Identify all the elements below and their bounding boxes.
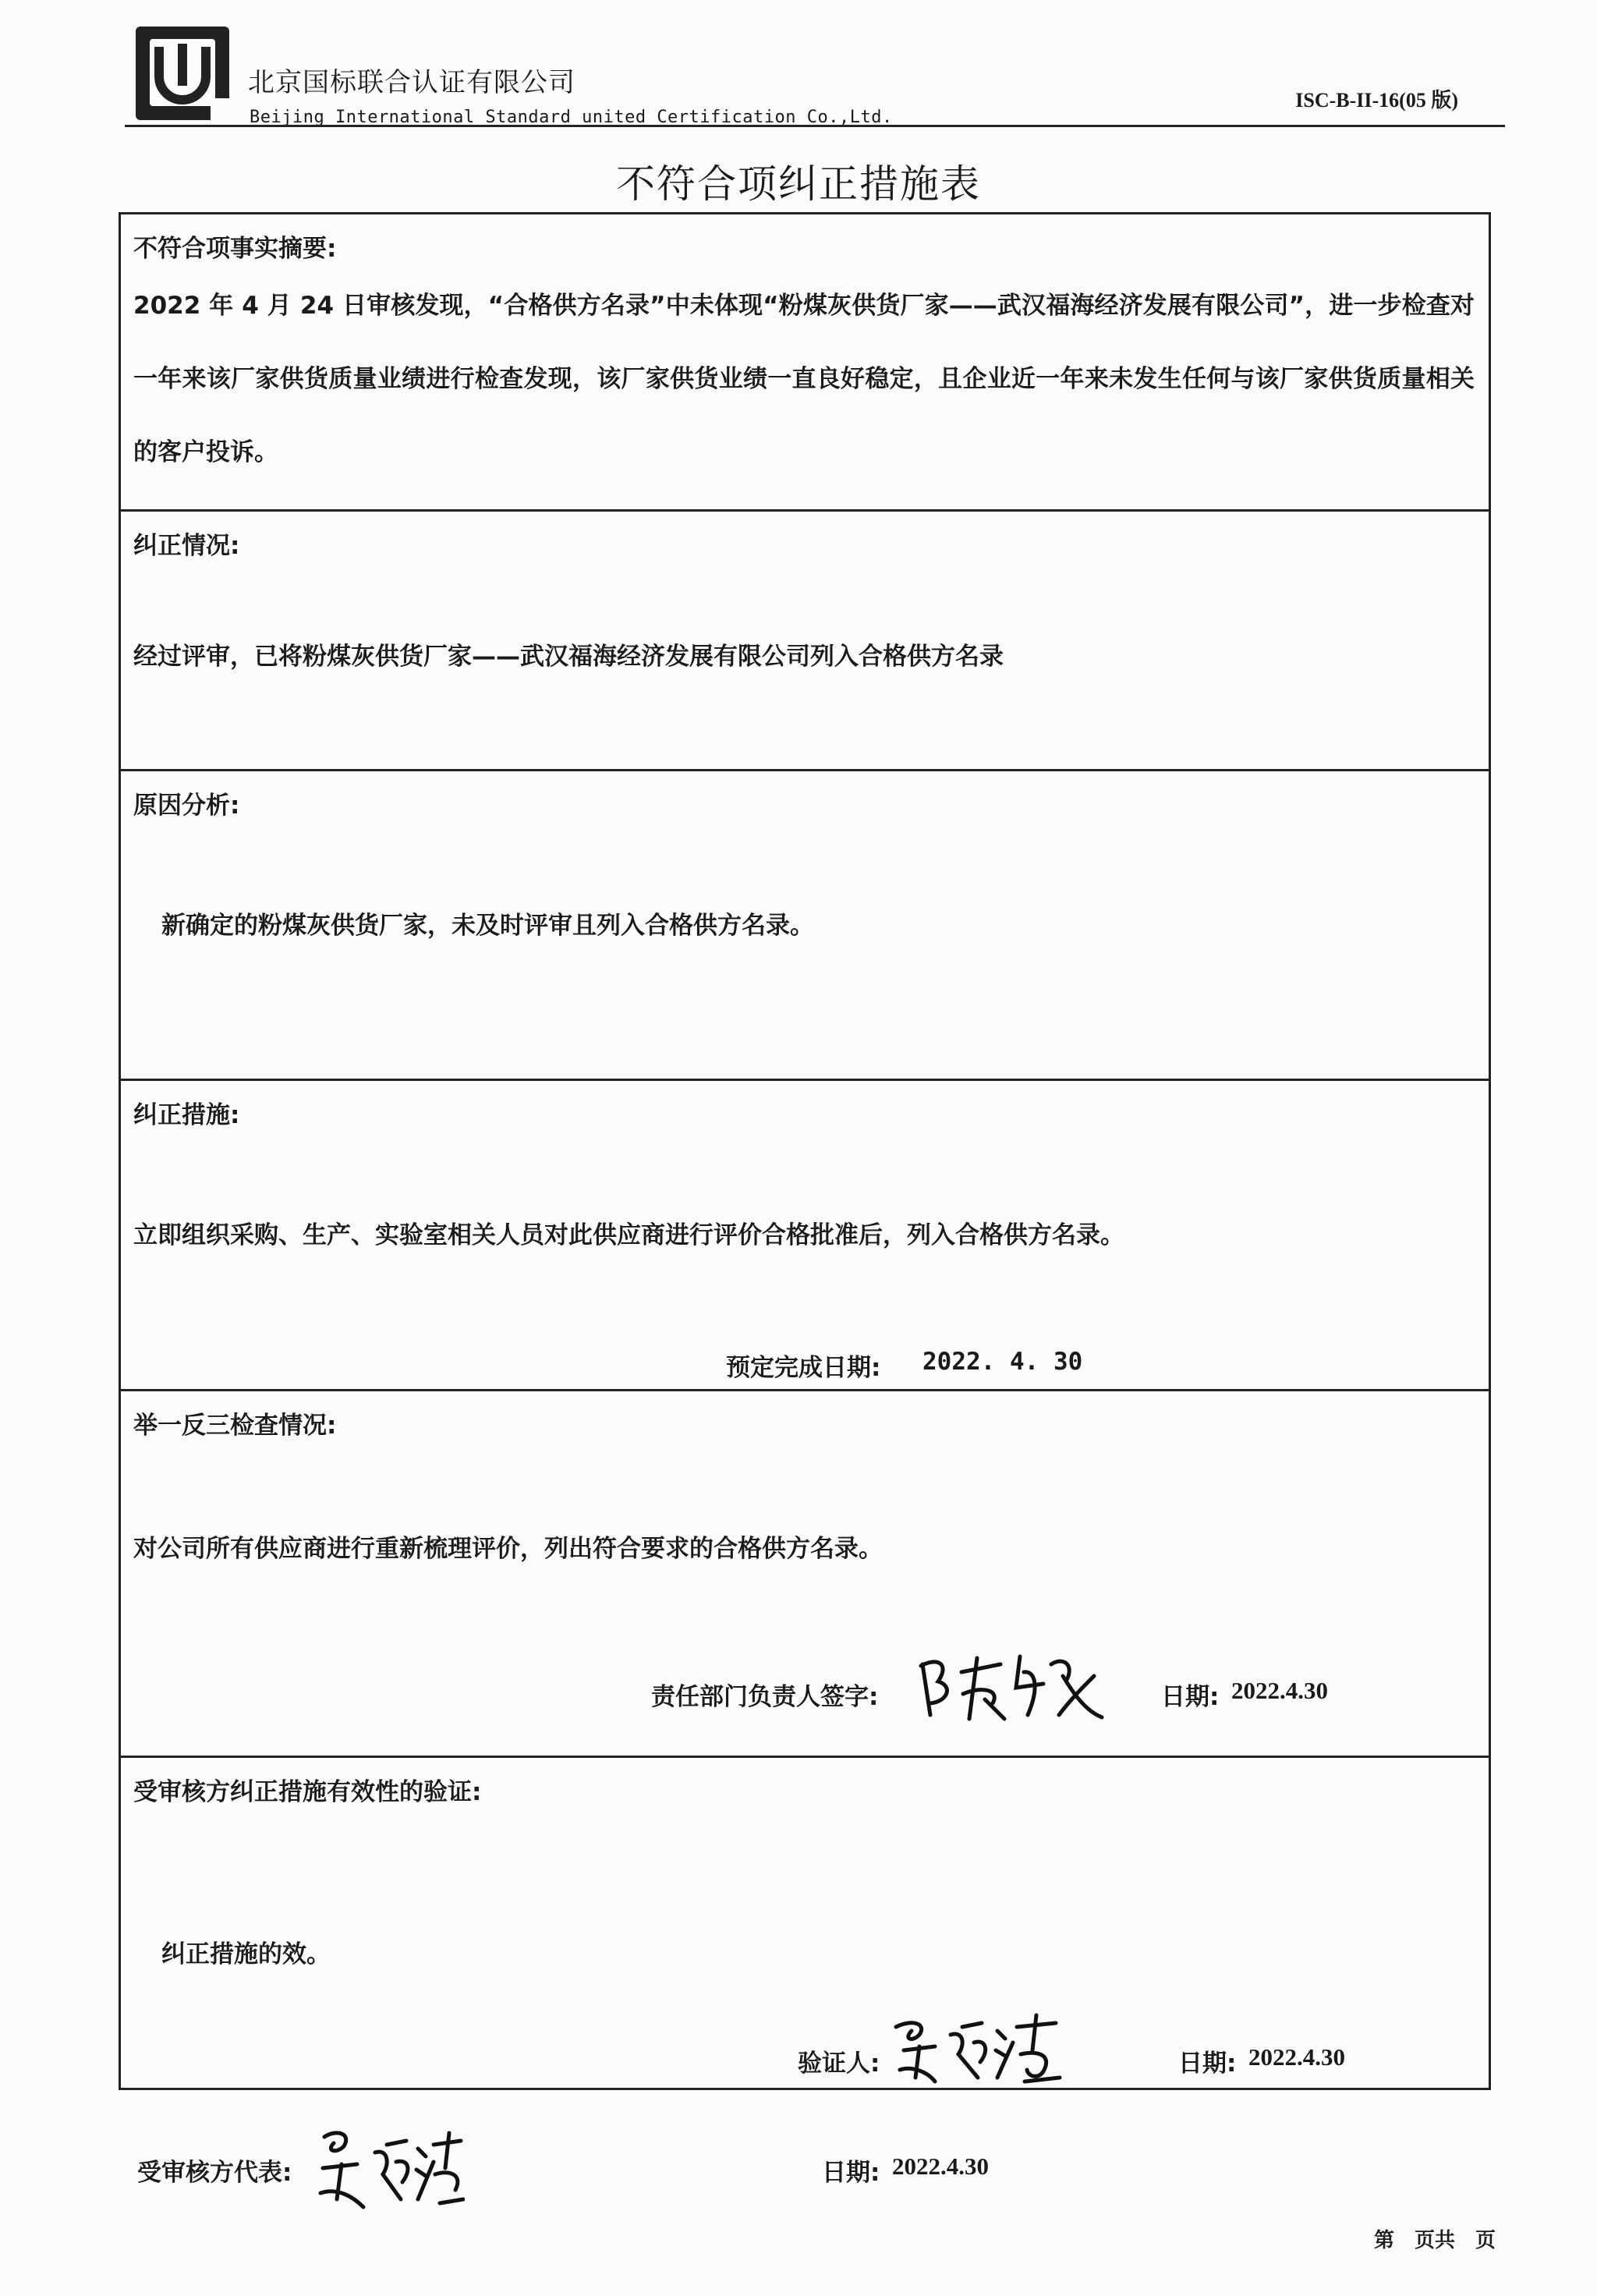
- summary-text: 2022 年 4 月 24 日审核发现，“合格供方名录”中未体现“粉煤灰供货厂家——武汉福海经济发展有限公司”，进一步检查对一年来该厂家供货质量业绩进行检查发现，该厂家供货业绩一直良好稳定，且企业近一年来未发生任何与该厂家供货质量相关的客户投诉。: [133, 292, 1475, 466]
- extension-date-label: 日期:: [1161, 1683, 1220, 1711]
- footer-date-label: 日期:: [822, 2159, 880, 2187]
- correction-label: 纠正情况:: [133, 532, 240, 560]
- page-title: 不符合项纠正措施表: [616, 161, 981, 207]
- section-summary: [121, 214, 1489, 509]
- section-verification: [121, 1756, 1489, 2092]
- measures-label: 纠正措施:: [133, 1101, 240, 1129]
- letterhead: [133, 23, 1505, 125]
- verifier-signature: [888, 2007, 1068, 2085]
- company-name-en: Beijing International Standard united Certification Co.,Ltd.: [250, 108, 893, 127]
- extension-label: 举一反三检查情况:: [133, 1412, 337, 1440]
- verification-text: 纠正措施的效。: [161, 1940, 331, 1968]
- form-table: [119, 212, 1491, 2090]
- due-date-label: 预定完成日期:: [726, 1354, 881, 1382]
- summary-label: 不符合项事实摘要:: [133, 235, 337, 263]
- auditee-rep-signature: [309, 2121, 465, 2215]
- correction-text: 经过评审，已将粉煤灰供货厂家——武汉福海经济发展有限公司列入合格供方名录: [133, 643, 1004, 671]
- responsible-signature-label: 责任部门负责人签字:: [651, 1683, 879, 1711]
- verification-date-label: 日期:: [1178, 2050, 1237, 2078]
- measures-text: 立即组织采购、生产、实验室相关人员对此供应商进行评价合格批准后，列入合格供方名录。: [133, 1221, 1124, 1249]
- due-date: 2022. 4. 30: [922, 1348, 1083, 1376]
- page-number: 第 页共 页: [1374, 2229, 1496, 2252]
- extension-text: 对公司所有供应商进行重新梳理评价，列出符合要求的合格供方名录。: [133, 1535, 883, 1563]
- verifier-label: 验证人:: [798, 2050, 880, 2078]
- extension-date: 2022.4.30: [1231, 1677, 1328, 1704]
- verification-label: 受审核方纠正措施有效性的验证:: [133, 1778, 482, 1806]
- section-extension: [121, 1389, 1489, 1756]
- company-logo: [133, 23, 232, 123]
- cause-label: 原因分析:: [133, 792, 240, 820]
- company-name-cn: 北京国标联合认证有限公司: [248, 67, 575, 98]
- verification-date: 2022.4.30: [1248, 2043, 1345, 2071]
- section-correction: [121, 509, 1489, 769]
- form-code: ISC-B-II-16(05 版): [1295, 89, 1458, 112]
- cause-text: 新确定的粉煤灰供货厂家，未及时评审且列入合格供方名录。: [161, 912, 814, 940]
- footer-date: 2022.4.30: [892, 2152, 989, 2180]
- header-divider: [125, 125, 1505, 127]
- section-cause: [121, 769, 1489, 1079]
- responsible-signature: [907, 1641, 1110, 1727]
- section-measures: [121, 1079, 1489, 1389]
- auditee-rep-label: 受审核方代表:: [137, 2159, 292, 2187]
